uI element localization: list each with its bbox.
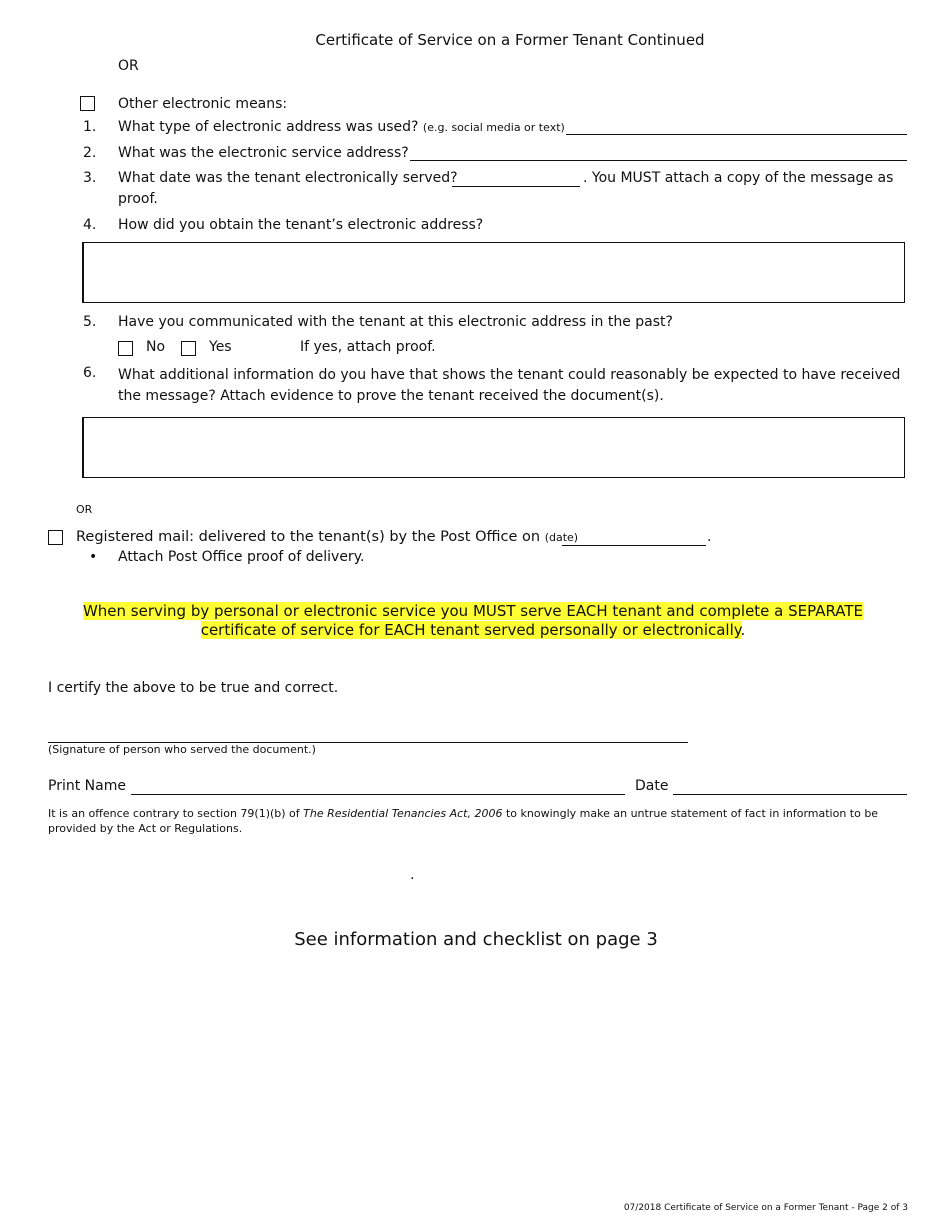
registered-date-hint: (date) (544, 531, 579, 544)
question-1-number: 1. (83, 119, 97, 135)
see-info-text: See information and checklist on page 3 (294, 929, 658, 950)
question-3-text-after: . You MUST attach a copy of the message as (583, 170, 894, 186)
print-name-field[interactable] (131, 794, 625, 795)
offence-act-title: The Residential Tenancies Act, 2006 (303, 807, 503, 820)
registered-mail-label: Registered mail: delivered to the tenant(s) by the Post Office on (76, 529, 541, 545)
question-1-label: What type of electronic address was used? (118, 119, 419, 135)
question-1-text (118, 119, 565, 135)
communicated-yes-label: Yes (209, 339, 232, 355)
communicated-no-label: No (146, 339, 166, 355)
stray-dot: . (410, 867, 415, 883)
notice-highlight-2: certificate of service for EACH tenant served personally or electronically (200, 621, 741, 639)
question-3-text-before: What date was the tenant electronically served? (118, 170, 458, 186)
offence-before: It is an offence contrary to section 79(1)(b) of (48, 807, 304, 820)
electronic-served-date-field[interactable] (452, 186, 580, 187)
notice-line-2-end: . (740, 621, 746, 639)
notice-highlight-1: When serving by personal or electronic service you MUST serve EACH tenant and complete a SEPARATE (82, 602, 864, 620)
question-1-hint: (e.g. social media or text) (422, 121, 565, 134)
electronic-address-type-field[interactable] (566, 134, 907, 135)
or-label: OR (118, 58, 139, 74)
question-3-number: 3. (83, 170, 97, 186)
address-obtained-textbox[interactable] (82, 242, 905, 303)
registered-mail-date-field[interactable] (562, 545, 706, 546)
notice-line-1 (0, 602, 946, 620)
registered-bullet-text: Attach Post Office proof of delivery. (118, 549, 365, 565)
question-5-number: 5. (83, 314, 97, 330)
or-label: OR (76, 503, 93, 516)
registered-mail-text (76, 529, 578, 545)
page-title: Certificate of Service on a Former Tenant Continued (315, 31, 705, 49)
registered-mail-end: . (707, 529, 712, 545)
signature-caption: (Signature of person who served the document.) (48, 743, 316, 756)
communicated-note: If yes, attach proof. (300, 339, 436, 355)
bullet-icon: • (89, 549, 98, 565)
question-4-number: 4. (83, 217, 97, 233)
date-field[interactable] (673, 794, 907, 795)
page-footer: 07/2018 Certificate of Service on a Former Tenant - Page 2 of 3 (623, 1203, 908, 1213)
question-4-text: How did you obtain the tenant’s electronic address? (118, 217, 484, 233)
electronic-service-address-field[interactable] (410, 160, 907, 161)
certify-statement: I certify the above to be true and correct. (48, 680, 339, 696)
question-6-text: What additional information do you have that shows the tenant could reasonably be expected to have received the message? Attach evidence to prove the tenant received the document(s). (118, 367, 901, 404)
communicated-no-checkbox[interactable] (118, 341, 133, 356)
question-6-number: 6. (83, 365, 97, 381)
registered-mail-checkbox[interactable] (48, 530, 63, 545)
print-name-label: Print Name (48, 778, 126, 794)
additional-info-textbox[interactable] (82, 417, 905, 478)
offence-after: to knowingly make an untrue statement of fact in information to be provided by the Act or Regulations. (48, 807, 879, 835)
question-2-number: 2. (83, 145, 97, 161)
communicated-yes-checkbox[interactable] (181, 341, 196, 356)
date-label: Date (635, 778, 669, 794)
electronic-means-label: Other electronic means: (118, 96, 288, 112)
question-5-text: Have you communicated with the tenant at this electronic address in the past? (118, 314, 673, 330)
electronic-means-checkbox[interactable] (80, 96, 95, 111)
question-2-text: What was the electronic service address? (118, 145, 409, 161)
offence-statement (48, 806, 908, 836)
notice-line-2 (0, 621, 946, 639)
question-3-text-cont: proof. (118, 191, 158, 207)
